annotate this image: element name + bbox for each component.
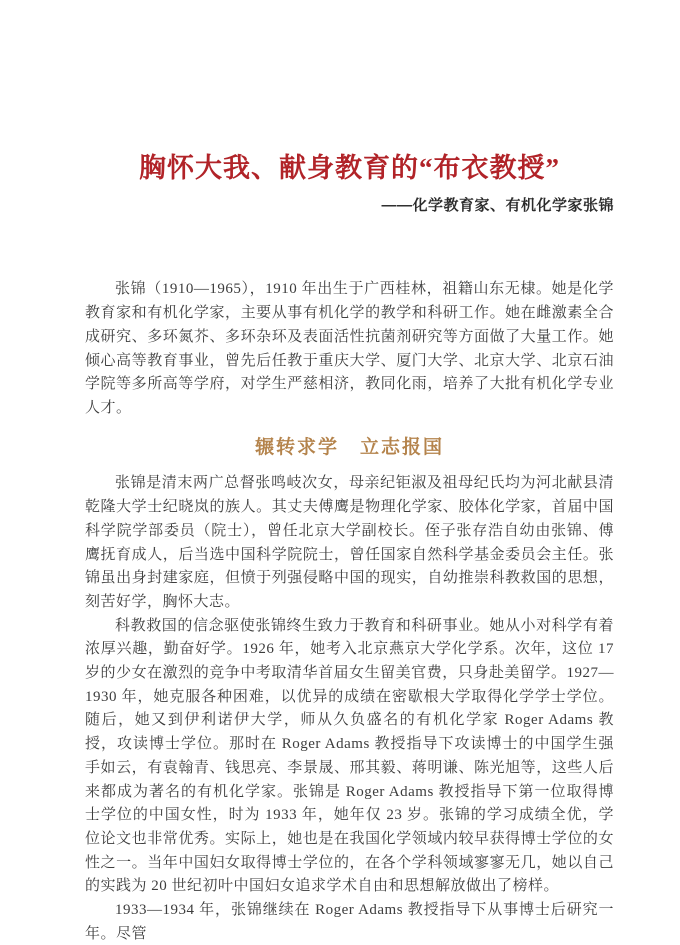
section-paragraph: 科教救国的信念驱使张锦终生致力于教育和科研事业。她从小对科学有着浓厚兴趣，勤奋好学。1926 年，她考入北京燕京大学化学系。次年，这位 17 岁的少女在激烈的竞争中考取清华首届女生留美官费，只身赴美留学。1927—1930 年，她克服各种困难，以优异的成绩在密歇根大学取得化学学士学位。随后，她又到伊利诺伊大学，师从久负盛名的有机化学家 Roger Adams 教授，攻读博士学位。那时在 Roger Adams 教授指导下攻读博士的中国学生强手如云，有袁翰青、钱思亮、李景晟、邢其毅、蒋明谦、陈光旭等，这些人后来都成为著名的有机化学家。张锦是 Roger Adams 教授指导下第一位取得博士学位的中国女性，时为 1933 年，她年仅 23 岁。张锦的学习成绩全优，学位论文也非常优秀。实际上，她也是在我国化学领域内较早获得博士学位的女性之一。当年中国妇女取得博士学位的，在各个学科领域寥寥无几，她以自己的实践为 20 世纪初叶中国妇女追求学术自由和思想解放做出了榜样。	[85, 617, 614, 895]
section-paragraph: 张锦是清末两广总督张鸣岐次女，母亲纪钜淑及祖母纪氏均为河北献县清乾隆大学士纪晓岚的族人。其丈夫傅鹰是物理化学家、胶体化学家，首届中国科学院学部委员（院士），曾任北京大学副校长。侄子张存浩自幼由张锦、傅鹰抚育成人，后当选中国科学院院士，曾任国家自然科学基金委员会主任。张锦虽出身封建家庭，但愤于列强侵略中国的现实，自幼推崇科教救国的思想，刻苦好学，胸怀大志。	[85, 475, 614, 610]
section-heading: 辗转求学 立志报国	[254, 436, 444, 458]
section-paragraph: 1933—1934 年，张锦继续在 Roger Adams 教授指导下从事博士后研究一年。尽管	[85, 902, 614, 942]
intro-paragraph: 张锦（1910—1965），1910 年出生于广西桂林，祖籍山东无棣。她是化学教育家和有机化学家，主要从事有机化学的教学和科研工作。她在雌激素全合成研究、多环氮芥、多环杂环及表面活性抗菌剂研究等方面做了大量工作。她倾心高等教育事业，曾先后任教于重庆大学、厦门大学、北京大学、北京石油学院等多所高等学府，对学生严慈相济，教同化雨，培养了大批有机化学专业人才。	[85, 281, 614, 416]
article-title: 胸怀大我、献身教育的“布衣教授”	[139, 153, 560, 183]
article-subtitle: ——化学教育家、有机化学家张锦	[381, 197, 614, 215]
